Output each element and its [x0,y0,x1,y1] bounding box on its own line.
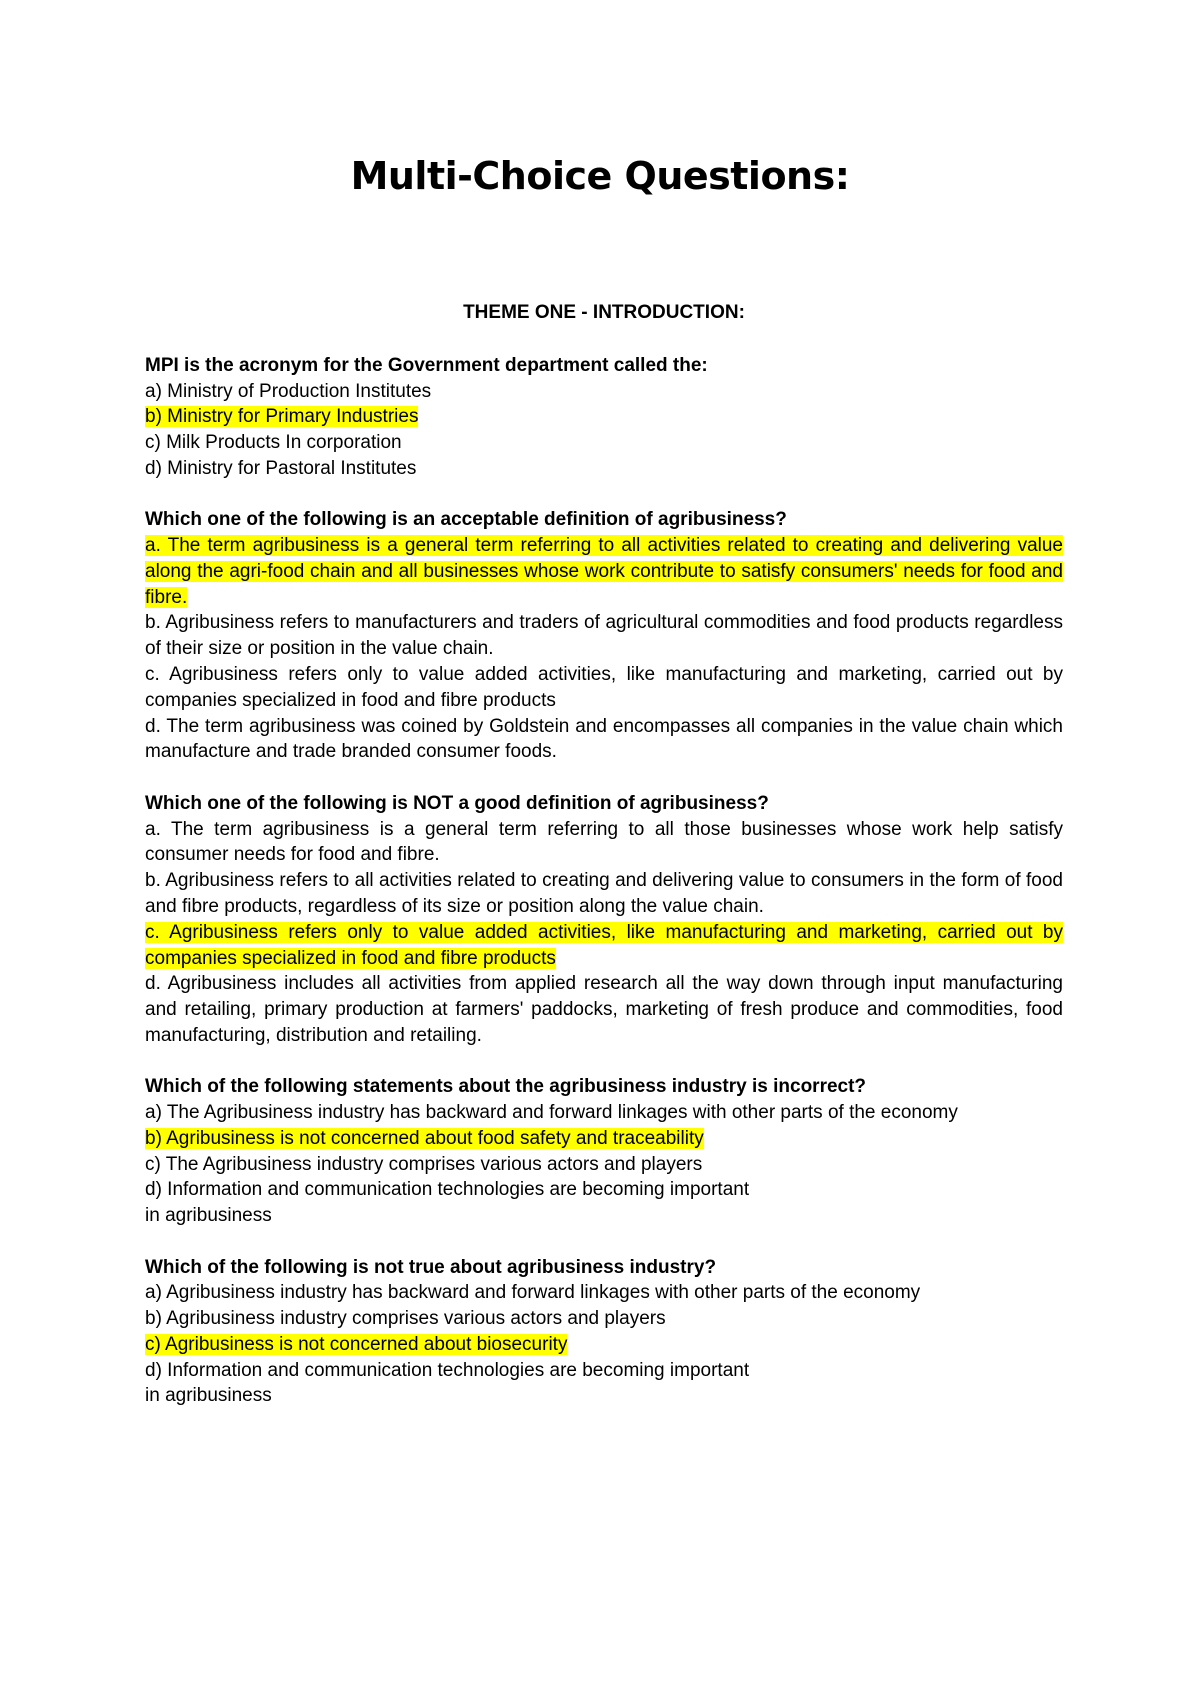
question-text: Which one of the following is an acceptable definition of agribusiness? [145,509,787,531]
question-3 [145,791,1063,1049]
option-c-correct [145,920,1063,972]
option-d [145,456,1063,482]
document-body [145,300,1063,1435]
option-d-continuation: in agribusiness [145,1385,272,1407]
question-2 [145,507,1063,765]
highlighted-answer: b) Agribusiness is not concerned about food safety and traceability [145,1127,704,1149]
option-text: d) Ministry for Pastoral Institutes [145,457,417,479]
question-5 [145,1255,1063,1410]
option-c-correct [145,1332,1063,1358]
document-title: Multi-Choice Questions: [350,154,850,198]
question-1 [145,353,1063,482]
option-a: a) Agribusiness industry has backward and forward linkages with other parts of the economy [145,1282,921,1304]
option-b: b) Agribusiness industry comprises various actors and players [145,1308,666,1330]
option-a [145,379,1063,405]
question-text: MPI is the acronym for the Government department called the: [145,354,708,376]
option-b: b. Agribusiness refers to all activities related to creating and delivering value to consumers in the form of food and fibre products, regardless of its size or position along the value chain. [145,870,1063,917]
question-4 [145,1074,1063,1229]
option-text: c) Milk Products In corporation [145,432,402,454]
option-c [145,430,1063,456]
highlighted-answer: a. The term agribusiness is a general term referring to all activities related to creating and delivering value along the agri-food chain and all businesses whose work contribute to satisfy consumers' needs for food and fibre. [145,535,1063,608]
option-d: d) Information and communication technologies are becoming important [145,1359,750,1381]
option-c: c) The Agribusiness industry comprises various actors and players [145,1153,703,1175]
theme-heading: THEME ONE - INTRODUCTION: [463,302,745,323]
highlighted-answer: c. Agribusiness refers only to value added activities, like manufacturing and marketing, carried out by companies specialized in food and fibre products [145,921,1063,969]
option-b-correct [145,404,1063,430]
option-text: a) Ministry of Production Institutes [145,380,432,402]
option-b: b. Agribusiness refers to manufacturers and traders of agricultural commodities and food products regardless of their size or position in the value chain. [145,612,1063,660]
option-a: a. The term agribusiness is a general term referring to all those businesses whose work help satisfy consumer needs for food and fibre. [145,818,1063,866]
option-a-correct [145,533,1063,610]
option-a: a) The Agribusiness industry has backward and forward linkages with other parts of the economy [145,1102,958,1124]
question-text: Which one of the following is NOT a good definition of agribusiness? [145,792,769,814]
question-text: Which of the following statements about the agribusiness industry is incorrect? [145,1076,867,1098]
option-d: d) Information and communication technologies are becoming important [145,1179,750,1201]
highlighted-answer: b) Ministry for Primary Industries [145,406,419,428]
option-d-continuation: in agribusiness [145,1205,272,1227]
option-d: d. The term agribusiness was coined by Goldstein and encompasses all companies in the value chain which manufacture and trade branded consumer foods. [145,715,1063,763]
option-c: c. Agribusiness refers only to value added activities, like manufacturing and marketing, carried out by companies specialized in food and fibre products [145,664,1063,711]
question-text: Which of the following is not true about agribusiness industry? [145,1256,717,1278]
highlighted-answer: c) Agribusiness is not concerned about biosecurity [145,1333,568,1355]
option-b-correct [145,1126,1063,1152]
option-d: d. Agribusiness includes all activities from applied research all the way down through input manufacturing and retailing, primary production at farmers' paddocks, marketing of fresh produce and commodities, food manufacturing, distribution and retailing. [145,973,1063,1046]
